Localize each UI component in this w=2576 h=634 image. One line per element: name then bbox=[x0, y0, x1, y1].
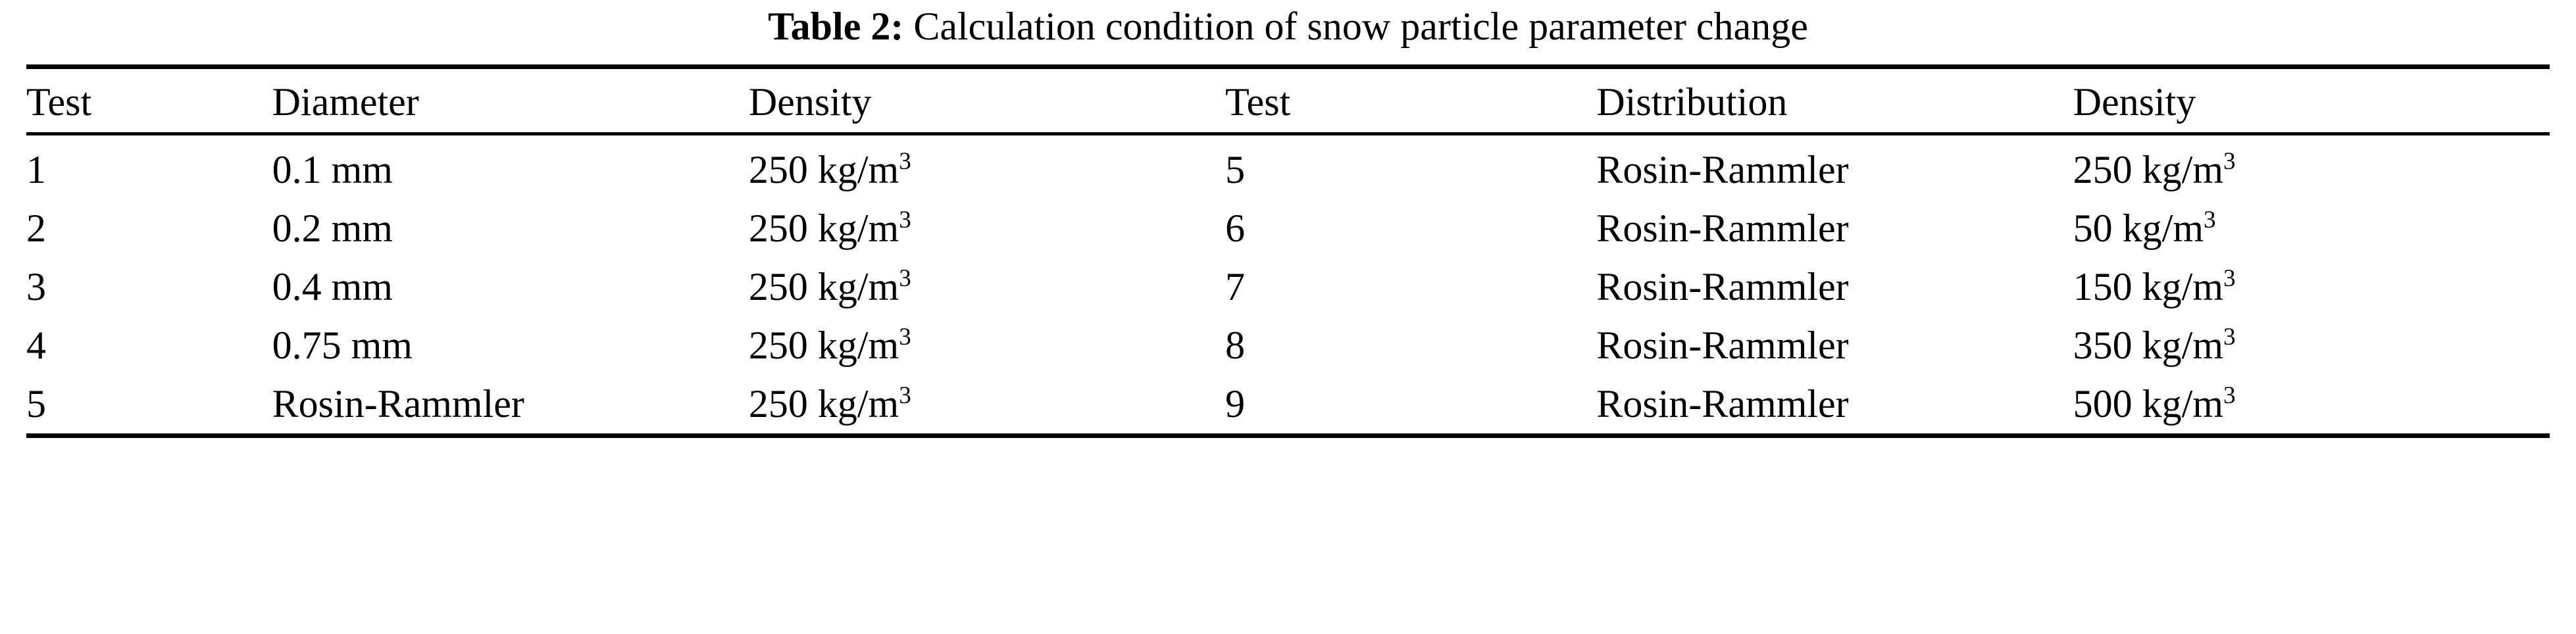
cell-density-right bbox=[2073, 316, 2550, 375]
table-row bbox=[26, 316, 2550, 375]
table-row bbox=[26, 258, 2550, 316]
cell-density-left-value: 250 kg/m bbox=[748, 148, 899, 191]
cell-density-left-value: 250 kg/m bbox=[748, 207, 899, 250]
cell-density-left bbox=[749, 199, 1225, 258]
table-row bbox=[26, 375, 2550, 433]
cell-density-left bbox=[749, 135, 1225, 199]
cell-test-right: 6 bbox=[1225, 207, 1246, 250]
cell-test-left: 4 bbox=[26, 324, 46, 367]
cell-distribution: Rosin-Rammler bbox=[1596, 324, 1849, 367]
cell-density-right bbox=[2073, 135, 2550, 199]
cell-density-right-exponent: 3 bbox=[2204, 207, 2216, 233]
cell-density-right-value: 50 kg/m bbox=[2073, 207, 2204, 250]
cell-diameter: 0.75 mm bbox=[272, 324, 413, 367]
table-row bbox=[26, 199, 2550, 258]
column-header-density-left: Density bbox=[748, 80, 872, 124]
column-header-distribution: Distribution bbox=[1596, 80, 1788, 124]
cell-density-right-exponent: 3 bbox=[2223, 324, 2236, 351]
cell-density-left-value: 250 kg/m bbox=[748, 382, 899, 426]
cell-density-left bbox=[749, 316, 1225, 375]
cell-test-right: 9 bbox=[1225, 382, 1246, 426]
cell-density-left-value: 250 kg/m bbox=[748, 265, 899, 308]
cell-test-left: 5 bbox=[26, 382, 46, 426]
column-header-test-right: Test bbox=[1225, 80, 1291, 124]
table-header bbox=[26, 69, 2550, 132]
cell-density-left-exponent: 3 bbox=[899, 265, 911, 292]
cell-distribution: Rosin-Rammler bbox=[1596, 148, 1849, 191]
cell-density-left bbox=[749, 375, 1225, 433]
cell-density-left-exponent: 3 bbox=[899, 148, 911, 175]
cell-density-right bbox=[2073, 375, 2550, 433]
table-row bbox=[26, 135, 2550, 199]
cell-diameter: 0.2 mm bbox=[272, 207, 393, 250]
table-top-rule bbox=[26, 64, 2550, 69]
cell-distribution: Rosin-Rammler bbox=[1596, 207, 1849, 250]
cell-density-right bbox=[2073, 199, 2550, 258]
cell-diameter: Rosin-Rammler bbox=[272, 382, 524, 426]
column-header-density-right: Density bbox=[2073, 80, 2196, 124]
cell-density-right-value: 350 kg/m bbox=[2073, 324, 2223, 367]
cell-density-left-exponent: 3 bbox=[899, 382, 911, 409]
cell-test-left: 2 bbox=[26, 207, 46, 250]
table-bottom-rule bbox=[26, 433, 2550, 438]
data-table bbox=[26, 69, 2550, 132]
cell-density-right-value: 250 kg/m bbox=[2073, 148, 2223, 191]
cell-distribution: Rosin-Rammler bbox=[1596, 265, 1849, 308]
cell-density-right-exponent: 3 bbox=[2223, 382, 2236, 409]
cell-density-right-value: 150 kg/m bbox=[2073, 265, 2223, 308]
cell-test-left: 1 bbox=[26, 148, 46, 191]
column-header-diameter: Diameter bbox=[272, 80, 419, 124]
table-caption-label: Table 2: bbox=[768, 5, 904, 48]
cell-test-right: 5 bbox=[1225, 148, 1246, 191]
cell-diameter: 0.1 mm bbox=[272, 148, 393, 191]
cell-test-right: 7 bbox=[1225, 265, 1246, 308]
cell-density-left-exponent: 3 bbox=[899, 207, 911, 233]
cell-density-left bbox=[749, 258, 1225, 316]
cell-density-right-value: 500 kg/m bbox=[2073, 382, 2223, 426]
cell-density-right-exponent: 3 bbox=[2223, 265, 2236, 292]
data-table-body bbox=[26, 135, 2550, 433]
cell-test-left: 3 bbox=[26, 265, 46, 308]
table-caption-text: Calculation condition of snow particle parameter change bbox=[913, 5, 1808, 48]
cell-distribution: Rosin-Rammler bbox=[1596, 382, 1849, 426]
cell-density-left-exponent: 3 bbox=[899, 324, 911, 351]
table-caption bbox=[26, 0, 2550, 64]
cell-test-right: 8 bbox=[1225, 324, 1246, 367]
cell-density-left-value: 250 kg/m bbox=[748, 324, 899, 367]
column-header-test-left: Test bbox=[26, 80, 92, 124]
cell-density-right bbox=[2073, 258, 2550, 316]
cell-density-right-exponent: 3 bbox=[2223, 148, 2236, 175]
table-header-row bbox=[26, 69, 2550, 132]
cell-diameter: 0.4 mm bbox=[272, 265, 393, 308]
